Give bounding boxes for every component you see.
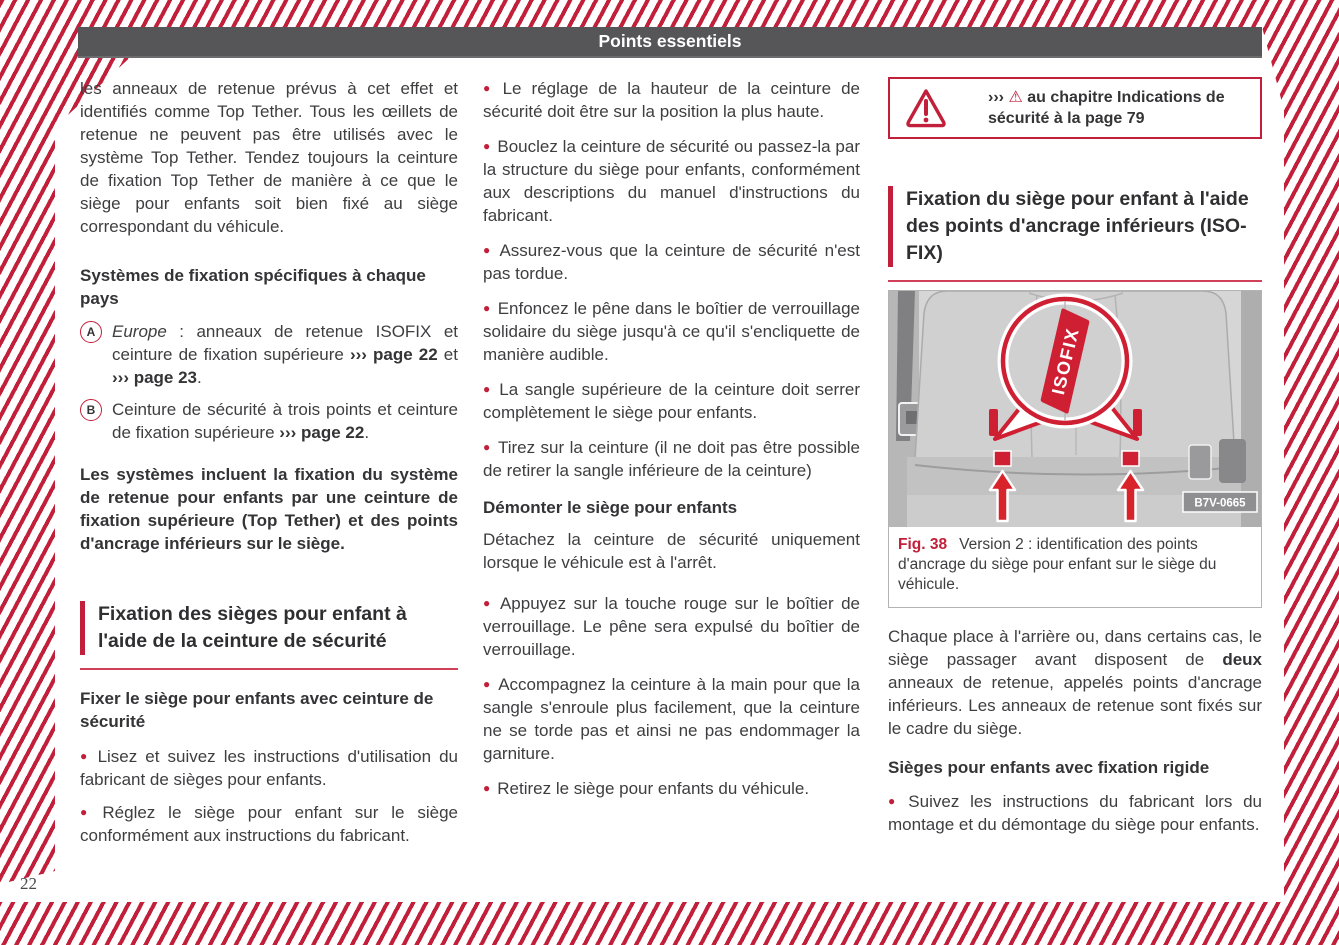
country-systems-heading: Systèmes de fixation spécifiques à chaque pays (80, 266, 426, 308)
safety-note-text: ››› ⚠ au chapitre Indications de sécurité à la page 79 (988, 89, 1225, 127)
bullet-icon: ● (483, 243, 493, 257)
intro-paragraph: les anneaux de retenue prévus à cet effet et identifiés comme Top Tether. Tous les œillets de retenue ne peuvent pas être utilisés avec le système Top Tether. Tendez toujours la ceinture de fixation Top Tether de manière à ce que le siège pour enfants soit bien fixé au siège correspondant du véhicule. (80, 79, 458, 236)
bullet-icon: ● (80, 805, 96, 819)
bullet-text: Enfoncez le pêne dans le boîtier de verrouillage solidaire du siège jusqu'à ce qu'il s'encliquette de manière audible. (483, 299, 860, 364)
bullet-item (80, 801, 458, 847)
left-column (80, 77, 458, 847)
bullet-item (80, 745, 458, 791)
list-item-three-point (80, 398, 458, 444)
marker-b-icon: B (80, 399, 102, 421)
bullet-item (483, 77, 860, 123)
bullet-text: Accompagnez la ceinture à la main pour que la sangle s'enroule plus facilement, que la ceinture ne se torde pas et ainsi ne pas endommager la garniture. (483, 675, 860, 763)
section-heading-isofix (888, 186, 1262, 282)
bullet-item (483, 378, 860, 424)
isofix-badge-label: ISOFIX (1048, 325, 1083, 397)
figure-caption-text: Version 2 : identification des points d'ancrage du siège pour enfant sur le siège du véhicule. (898, 536, 1217, 593)
isofix-tag-right (1133, 409, 1142, 436)
marker-a-icon: A (80, 321, 102, 343)
warning-triangle-icon (904, 87, 948, 129)
isofix-seat-illustration (889, 291, 1261, 527)
page-title: Points essentiels (598, 31, 742, 51)
bullet-item (483, 777, 860, 800)
page-number: 22 (20, 874, 37, 893)
section-heading-belt-fixation (80, 601, 458, 670)
isofix-tag-left (989, 409, 998, 436)
bullet-text: Retirez le siège pour enfants du véhicule. (497, 779, 810, 798)
bullet-text: Bouclez la ceinture de sécurité ou passez-la par la structure du siège pour enfants, conformément aux descriptions du manuel d'instructions du fabricant. (483, 137, 860, 225)
bullet-icon: ● (483, 677, 492, 691)
bullet-text: Lisez et suivez les instructions d'utilisation du fabricant de sièges pour enfants. (80, 747, 458, 789)
bullet-item (483, 436, 860, 482)
figure-code: B7V-0665 (1194, 497, 1246, 510)
bullet-text: Appuyez sur la touche rouge sur le boîtier de verrouillage. Le pêne sera expulsé du boîtier de verrouillage. (483, 594, 860, 659)
figure-caption (889, 527, 1261, 607)
bullet-item (483, 297, 860, 366)
bullet-item (483, 135, 860, 227)
bullet-item (888, 790, 1262, 836)
list-item-text: Europe : anneaux de retenue ISOFIX et ceinture de fixation supérieure ››› page 22 et ››› page 23. (112, 322, 458, 387)
remove-heading: Démonter le siège pour enfants (483, 498, 738, 517)
bullet-item (483, 592, 860, 661)
middle-column (483, 77, 860, 800)
bullet-icon: ● (483, 81, 496, 95)
anchors-paragraph: Chaque place à l'arrière ou, dans certains cas, le siège passager avant disposent de deux anneaux de retenue, appelés points d'ancrage inférieurs. Les anneaux de retenue sont fixés sur le cadre du siège. (888, 627, 1262, 738)
figure-38 (888, 290, 1262, 608)
safety-note-box (888, 77, 1262, 139)
bullet-item (483, 673, 860, 765)
bullet-icon: ● (483, 596, 493, 610)
remove-intro: Détachez la ceinture de sécurité uniquement lorsque le véhicule est à l'arrêt. (483, 530, 860, 572)
bullet-text: Tirez sur la ceinture (il ne doit pas être possible de retirer la sangle inférieure de la ceinture) (483, 438, 860, 480)
bullet-icon: ● (483, 382, 493, 396)
bullet-text: Assurez-vous que la ceinture de sécurité n'est pas tordue. (483, 241, 860, 283)
rigid-subheading: Sièges pour enfants avec fixation rigide (888, 758, 1210, 777)
bullet-icon: ● (483, 301, 491, 315)
anchor-point-right (1122, 451, 1139, 466)
bullet-text: La sangle supérieure de la ceinture doit serrer complètement le siège pour enfants. (483, 380, 860, 422)
section-heading-text: Fixation du siège pour enfant à l'aide des points d'ancrage inférieurs (ISOFIX) (888, 186, 1262, 267)
right-column (888, 77, 1262, 836)
section-heading-text: Fixation des sièges pour enfant à l'aide de la ceinture de sécurité (80, 601, 458, 655)
right-belt-latch (1219, 439, 1246, 483)
bullet-icon: ● (80, 749, 91, 763)
bullet-icon: ● (483, 440, 491, 454)
header-bar (78, 27, 1262, 58)
bullet-icon: ● (483, 781, 491, 795)
fasten-subheading: Fixer le siège pour enfants avec ceinture de sécurité (80, 689, 434, 731)
bullet-item (483, 239, 860, 285)
bullet-text: Réglez le siège pour enfant sur le siège conformément aux instructions du fabricant. (80, 803, 458, 845)
bullet-text: Suivez les instructions du fabricant lors du montage et du démontage du siège pour enfants. (888, 792, 1262, 834)
list-item-europe (80, 320, 458, 389)
bullet-icon: ● (483, 139, 491, 153)
anchor-point-left (994, 451, 1011, 466)
bullet-text: Le réglage de la hauteur de la ceinture de sécurité doit être sur la position la plus haute. (483, 79, 861, 121)
systems-note: Les systèmes incluent la fixation du système de retenue pour enfants par une ceinture de fixation supérieure (Top Tether) et des points d'ancrage inférieurs sur le siège. (80, 465, 458, 553)
bullet-icon: ● (888, 794, 902, 808)
list-item-text: Ceinture de sécurité à trois points et ceinture de fixation supérieure ››› page 22. (112, 400, 458, 442)
figure-label: Fig. 38 (898, 536, 948, 553)
